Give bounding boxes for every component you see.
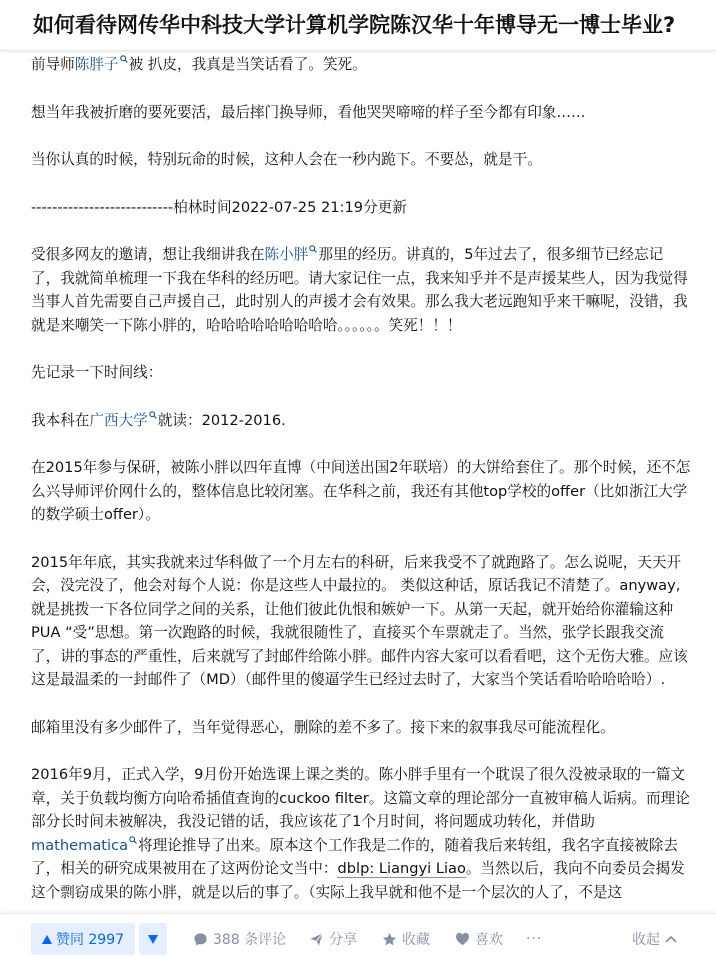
paragraph-3: 当你认真的时候，特别玩命的时候，这种人会在一秒内跪下。不要怂，就是干。 bbox=[31, 151, 542, 168]
keyword-link[interactable]: 陈胖子 bbox=[74, 56, 119, 73]
question-header bbox=[0, 0, 716, 51]
paragraph-2: 想当年我被折磨的要死要活，最后摔门换导师，看他哭哭啼啼的样子至今都有印象…… bbox=[31, 103, 586, 121]
paragraph-update-time: ---------------------------柏林时间2022-07-25 21:19分更新 bbox=[31, 198, 407, 216]
like-button[interactable] bbox=[455, 923, 503, 955]
paragraph-5: 受很多网友的邀请，想让我细讲我在陈小胖 那里的经历。讲真的，5年过去了，很多细节已经忘记了，我就简单梳理一下我在华科的经历吧。请大家记住一点，我来知乎并不是声援某些人，因为我觉得当事人首先需要自己声援自己，此时别人的声援才会有效果。那么我大老远跑知乎来干嘛呢，没错，我就是来嘲笑一下陈小胖的，哈哈哈哈哈哈哈哈哈。。。。。。笑死！！！ bbox=[31, 246, 688, 334]
upvote-label: 赞同 2997 bbox=[55, 932, 125, 948]
keyword-link[interactable]: 广西大学 bbox=[89, 411, 148, 429]
heart-icon bbox=[455, 932, 470, 946]
comment-icon bbox=[193, 932, 208, 947]
keyword-link[interactable]: mathematica bbox=[31, 836, 129, 854]
more-button[interactable] bbox=[526, 923, 542, 955]
answer-action-bar bbox=[0, 913, 716, 958]
share-label: 分享 bbox=[329, 932, 357, 948]
paragraph-7: 我本科在广西大学 就读：2012-2016. bbox=[31, 411, 286, 429]
favorite-label: 收藏 bbox=[402, 932, 430, 948]
share-button[interactable] bbox=[309, 923, 357, 955]
collapse-button[interactable] bbox=[632, 923, 677, 955]
paragraph-11: 2016年9月，正式入学，9月份开始选课上课之类的。陈小胖手里有一个耽误了很久没被录取的一篇文章，关于负载均衡方向哈希插值查询的cuckoo filter。这篇文章的理论部分一直被审稿人诟病。而理论部分长时间未被解决，我没记错的话，我应该花了1个月时间，将问题成功转化，并借助mathematica 将理论推导了出来。原本这个工作我是二作的，随着我后来转组，我名字直接被除去了，相关的研究成果被用在了这两份论文当中：dblp: Liangyi Liao。当然以后，我向不向委员会揭发这个剽窃成果的陈小胖，就是以后的事了。（实际上我早就和他不是一个层次的人了，不是这 bbox=[31, 766, 690, 901]
search-icon bbox=[129, 836, 137, 844]
more-label: ··· bbox=[526, 931, 543, 947]
paragraph-1: 前导师陈胖子 被 扒皮，我真是当笑话看了。笑死。 bbox=[31, 56, 367, 73]
triangle-down-icon bbox=[148, 935, 158, 944]
comments-label: 388 条评论 bbox=[213, 932, 287, 948]
paragraph-9: 2015年年底，其实我就来过华科做了一个月左右的科研，后来我受不了就跑路了。怎么说呢，天天开会，没完没了，他会对每个人说：你是这些人中最拉的。 类似这种话，原话我记不清楚了。anyway,就是挑拨一下各位同学之间的关系，让他们彼此仇恨和嫉妒一下。从第一天起，就开始给你灌输这种PUA “受”思想。第一次跑路的时候，我就很随性了，直接买个车票就走了。当然，张学长跟我交流了，讲的事态的严重性，后来就写了封邮件给陈小胖。邮件内容大家可以看看吧，这个无伤大雅。应该这是最温柔的一封邮件了（MD）（邮件里的傻逼学生已经过去时了，大家当个笑话看哈哈哈哈哈）. bbox=[31, 553, 688, 688]
paragraph-8: 在2015年参与保研，被陈小胖以四年直博（中间送出国2年联培）的大饼给套住了。那个时候，还不怎么兴导师评价网什么的，整体信息比较闭塞。在华科之前，我还有其他top学校的offer（比如浙江大学的数学硕士offer）。 bbox=[31, 459, 691, 523]
favorite-button[interactable] bbox=[382, 923, 430, 955]
comments-button[interactable] bbox=[193, 923, 286, 955]
share-icon bbox=[309, 932, 324, 947]
keyword-link[interactable]: 陈小胖 bbox=[264, 246, 309, 263]
triangle-up-icon bbox=[42, 935, 52, 944]
star-icon bbox=[382, 932, 397, 947]
chevron-up-icon bbox=[665, 935, 677, 943]
search-icon bbox=[309, 245, 317, 253]
paragraph-10: 邮箱里没有多少邮件了，当年觉得恶心，删除的差不多了。接下来的叙事我尽可能流程化。 bbox=[31, 718, 615, 736]
collapse-label: 收起 bbox=[632, 932, 660, 948]
downvote-button[interactable] bbox=[139, 923, 167, 955]
like-label: 喜欢 bbox=[475, 932, 503, 948]
search-icon bbox=[120, 55, 128, 63]
dblp-link[interactable]: dblp: Liangyi Liao bbox=[337, 860, 466, 877]
search-icon bbox=[149, 411, 157, 419]
question-title[interactable]: 如何看待网传华中科技大学计算机学院陈汉华十年博导无一博士毕业? bbox=[33, 13, 676, 37]
upvote-button[interactable] bbox=[31, 923, 135, 955]
paragraph-6: 先记录一下时间线： bbox=[31, 364, 163, 381]
answer-content bbox=[31, 53, 691, 928]
